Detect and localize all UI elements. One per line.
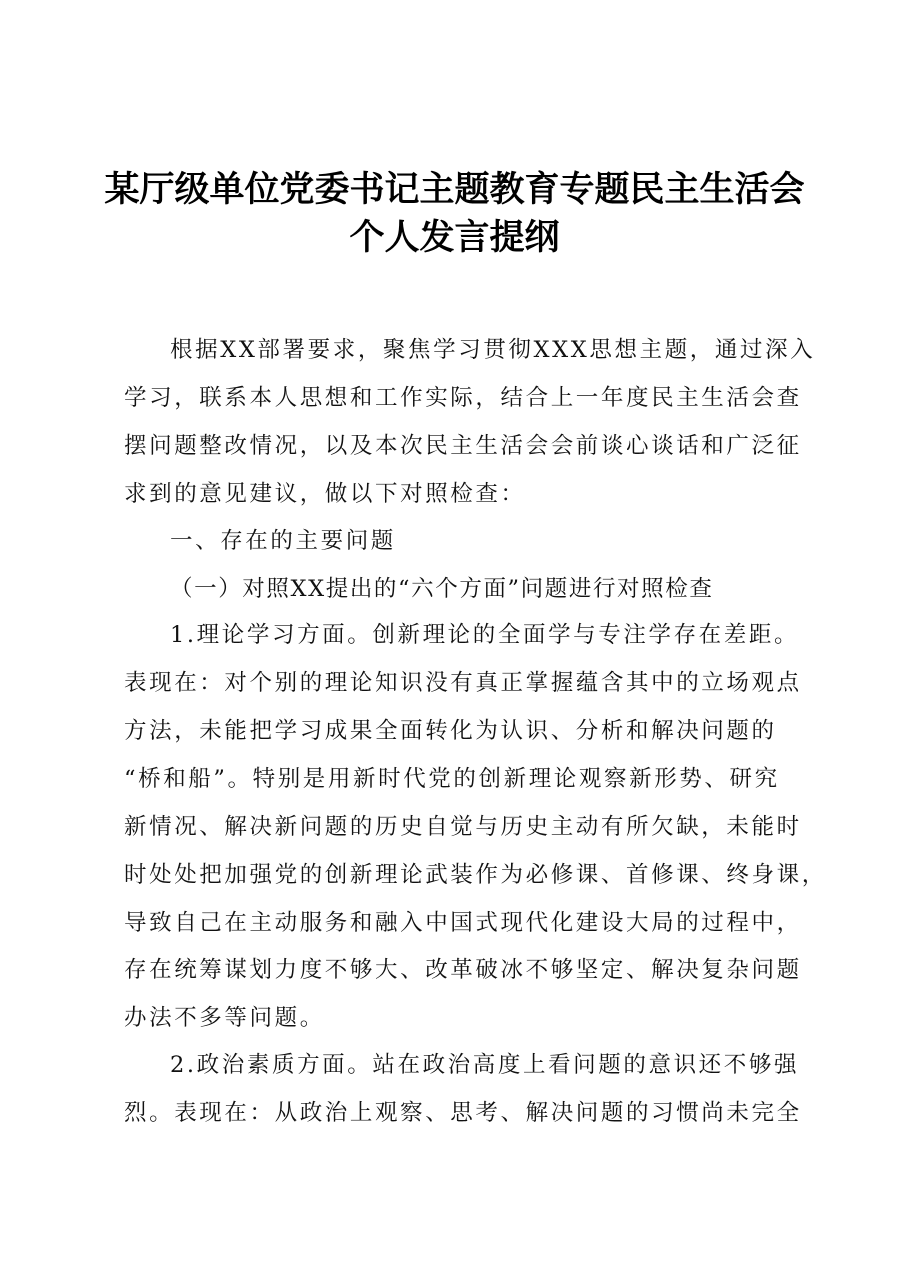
paragraph-line: 学习，联系本人思想和工作实际，结合上一年度民主生活会查 — [124, 385, 802, 411]
paragraph-line: “桥和船”。特别是用新时代党的创新理论观察新形势、研究 — [124, 766, 780, 792]
paragraph-line: 2.政治素质方面。站在政治高度上看问题的意识还不够强 — [170, 1052, 800, 1078]
document-title-line-1: 某厅级单位党委书记主题教育专题民主生活会 — [104, 169, 805, 210]
paragraph-line: 时处处把加强党的创新理论武装作为必修课、首修课、终身课， — [124, 862, 827, 888]
paragraph-line: 摆问题整改情况，以及本次民主生活会会前谈心谈话和广泛征 — [124, 433, 802, 459]
paragraph-line: 存在统筹谋划力度不够大、改革破冰不够坚定、解决复杂问题 — [124, 957, 802, 983]
paragraph-line: 办法不多等问题。 — [124, 1005, 325, 1031]
paragraph-line: 新情况、解决新问题的历史自觉与历史主动有所欠缺，未能时 — [124, 814, 802, 840]
paragraph-line: 表现在：对个别的理论知识没有真正掌握蕴含其中的立场观点 — [124, 670, 802, 696]
paragraph-line: 1.理论学习方面。创新理论的全面学与专注学存在差距。 — [170, 622, 800, 648]
subsection-heading: （一）对照XX提出的“六个方面”问题进行对照检查 — [170, 576, 714, 602]
paragraph-line: 烈。表现在：从政治上观察、思考、解决问题的习惯尚未完全 — [124, 1100, 802, 1126]
paragraph-line: 导致自己在主动服务和融入中国式现代化建设大局的过程中， — [124, 910, 802, 936]
section-heading: 一、存在的主要问题 — [170, 528, 396, 554]
document-title-line-2: 个人发言提纲 — [349, 217, 560, 258]
paragraph-line: 方法，未能把学习成果全面转化为认识、分析和解决问题的 — [124, 718, 777, 744]
paragraph-line: 根据XX部署要求，聚焦学习贯彻XXX思想主题，通过深入 — [170, 337, 816, 363]
paragraph-line: 求到的意见建议，做以下对照检查： — [124, 481, 526, 507]
